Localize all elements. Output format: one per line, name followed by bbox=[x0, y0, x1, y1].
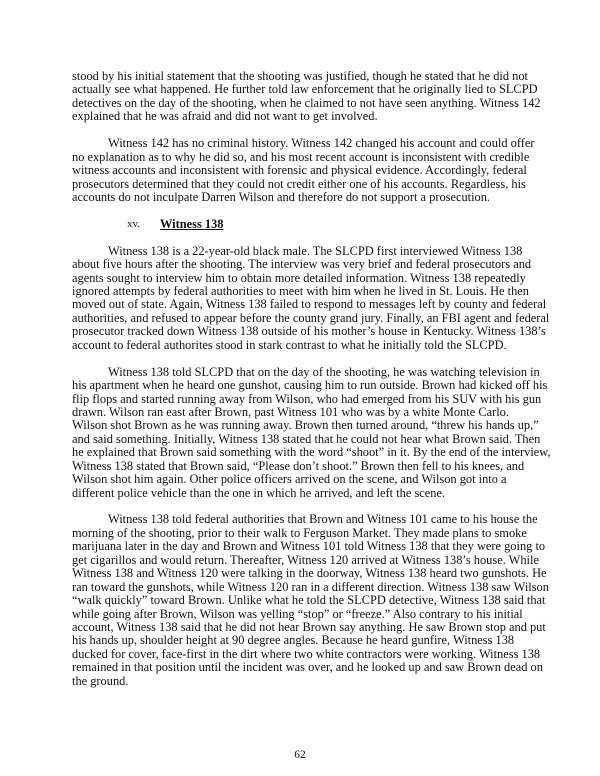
text-line: his apartment when he heard one gunshot, causing him to run outside. Brown had kicked off his bbox=[72, 378, 548, 393]
text-line: moved out of state. Again, Witness 138 failed to respond to messages left by county and federal bbox=[72, 297, 547, 312]
text-line: agents sought to interview him to obtain more detailed information. Witness 138 repeatedly bbox=[72, 270, 526, 285]
text-line: prosecutors determined that they could not credit either one of his accounts. Regardless, his bbox=[72, 176, 526, 191]
text-line: ducked for cover, face-first in the dirt where two white contractors were working. Witness 138 bbox=[72, 646, 541, 661]
text-line: drawn. Wilson ran east after Brown, past Witness 101 who was by a white Monte Carlo. bbox=[72, 404, 509, 419]
text-line: Witness 138 told federal authorities that Brown and Witness 101 came to his house the bbox=[108, 512, 538, 527]
paragraph bbox=[72, 364, 551, 500]
text-line: detectives on the day of the shooting, when he claimed to not have seen anything. Witness 142 bbox=[72, 95, 541, 110]
section-heading bbox=[72, 218, 542, 231]
text-line: Witness 138 told SLCPD that on the day of the shooting, he was watching television in bbox=[108, 364, 540, 379]
page-number: 62 bbox=[294, 749, 306, 761]
text-line: about five hours after the shooting. The interview was very brief and federal prosecutors and bbox=[72, 257, 532, 272]
text-line: “walk quickly” toward Brown. Unlike what he told the SLCPD detective, Witness 138 said that bbox=[72, 593, 546, 608]
text-line: remained in that position until the incident was over, and he looked up and saw Brown dead on bbox=[72, 660, 543, 675]
paragraph bbox=[72, 137, 542, 204]
text-line: Wilson shot him again. Other police officers arrived on the scene, and Wilson got into a bbox=[72, 472, 507, 487]
section-after-heading bbox=[72, 243, 551, 688]
text-line: flip flops and started running away from Wilson, who had emerged from his SUV with his gun bbox=[72, 391, 542, 406]
text-line: while going after Brown, Wilson was yelling “stop” or “freeze.” Also contrary to his initial bbox=[72, 606, 523, 621]
text-line: the ground. bbox=[72, 673, 129, 688]
document-body bbox=[72, 69, 551, 688]
text-line: marijuana later in the day and Brown and Witness 101 told Witness 138 that they were going to bbox=[72, 539, 546, 554]
text-line: he explained that Brown said something with the word “shoot” in it. By the end of the interview, bbox=[72, 445, 551, 460]
text-line: explained that he was afraid and did not want to get involved. bbox=[72, 109, 378, 124]
text-line: morning of the shooting, prior to their walk to Ferguson Market. They made plans to smoke bbox=[72, 525, 527, 540]
text-line: Witness 142 has no criminal history. Witness 142 changed his account and could offer bbox=[108, 136, 535, 151]
paragraph bbox=[72, 70, 542, 124]
text-line: Witness 138 stated that Brown said, “Please don’t shoot.” Brown then fell to his knees, and bbox=[72, 458, 525, 473]
text-line: Wilson shot Brown as he was running away. Brown then turned around, “threw his hands up,” bbox=[72, 418, 539, 433]
text-line: accounts do not inculpate Darren Wilson and therefore do not support a prosecution. bbox=[72, 189, 491, 204]
section-before-heading bbox=[72, 70, 542, 204]
text-line: and said something. Initially, Witness 138 stated that he could not hear what Brown said. Then bbox=[72, 431, 541, 446]
text-line: actually see what happened. He further told law enforcement that he originally lied to SLCPD bbox=[72, 82, 538, 97]
text-line: authorities, and refused to appear before the county grand jury. Finally, an FBI agent and federal bbox=[72, 310, 550, 325]
text-line: no explanation as to why he did so, and his most recent account is inconsistent with credible bbox=[72, 149, 530, 164]
text-line: different police vehicle than the one in which he arrived, and left the scene. bbox=[72, 485, 446, 500]
section-title: Witness 138 bbox=[160, 216, 224, 231]
text-line: witness accounts and inconsistent with forensic and physical evidence. Accordingly, federal bbox=[72, 163, 527, 178]
text-line: ignored attempts by federal authorities to meet with him when he lived in St. Louis. He then bbox=[72, 284, 529, 298]
paragraph bbox=[72, 512, 549, 688]
text-line: his hands up, shoulder height at 90 degree angles. Because he heard gunfire, Witness 138 bbox=[72, 633, 515, 648]
text-line: Witness 138 is a 22-year-old black male. The SLCPD first interviewed Witness 138 bbox=[108, 243, 523, 258]
section-number: xv. bbox=[127, 217, 141, 230]
text-line: prosecutor tracked down Witness 138 outside of his mother’s house in Kentucky. Witness 138’s bbox=[72, 324, 546, 339]
text-line: account to federal authorites stood in stark contrast to what he initially told the SLCPD. bbox=[72, 337, 507, 352]
text-line: get cigarillos and would return. Thereafter, Witness 120 arrived at Witness 138’s house. While bbox=[72, 552, 539, 567]
paragraph bbox=[72, 243, 550, 353]
text-line: account, Witness 138 said that he did not hear Brown say anything. He saw Brown stop and put bbox=[72, 619, 546, 634]
text-line: Witness 138 and Witness 120 were talking in the doorway, Witness 138 heard two gunshots. He bbox=[72, 566, 547, 581]
text-line: ran toward the gunshots, while Witness 120 ran in a different direction. Witness 138 saw Wilson bbox=[72, 579, 549, 594]
text-line: stood by his initial statement that the shooting was justified, though he stated that he did not bbox=[72, 69, 528, 83]
